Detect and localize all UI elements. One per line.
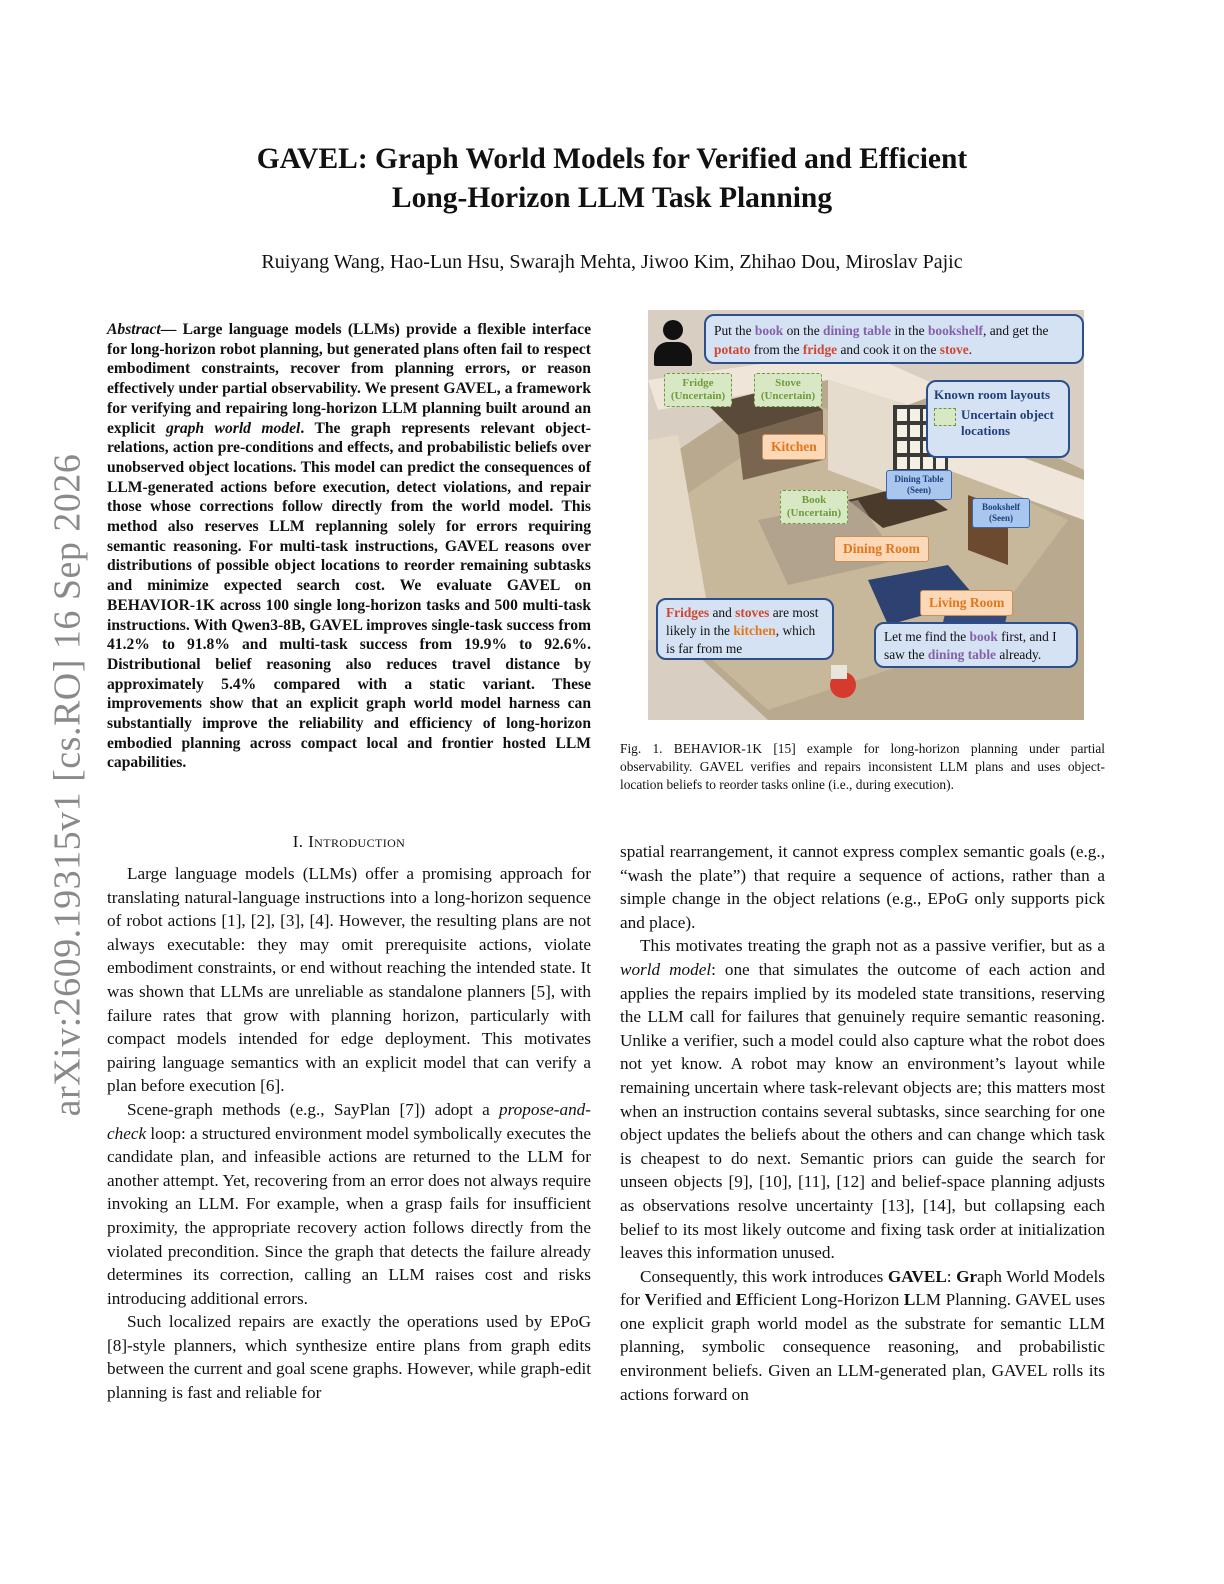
intro-right-p2-text-b: : one that simulates the outcome of each action and applies the repairs implied by its modeled state transitions, reserving the LLM call for failures that genuinely require semantic reasoning. Unlike a verifier, such a model could also capture what the robot does not yet know. A robot may know an environment’s layout while remaining uncertain where task-relevant objects are; this matters most when an instruction contains several subtasks, since searching for one object updates the beliefs about the others and can change which task is cheapest to do next. Semantic priors can guide the search for unseen objects [9], [10], [11], [12] and belief-space planning adjusts as observations resolve uncertainty [13], [14], but collapsing each belief to its most likely outcome and fixing task order at initialization leaves this information unused. <box>620 959 1106 1263</box>
bubble-text: Let me find the <box>884 629 970 644</box>
section-numeral: I. <box>292 832 309 851</box>
intro-p2-emphasis: propose-and-check <box>107 1099 591 1143</box>
abstract-label: Abstract <box>107 321 161 338</box>
intro-paragraph-1: Large language models (LLMs) offer a promising approach for translating natural-language instructions into a long-horizon sequence of robot actions [1], [2], [3], [4]. However, the resulting plans are not always executable: they may omit prerequisite actions, violate embodiment constraints, or end without reaching the intended state. It was shown that LLMs are unreliable as standalone planners [5], with failure rates that grow with planning horizon, particularly with compact models intended for edge deployment. This motivates pairing language semantics with an explicit model that can verify a plan before execution [6]. <box>107 864 591 1096</box>
section-name: Introduction <box>308 832 406 851</box>
instruction-callout <box>704 314 1084 364</box>
belief-bubble <box>656 598 834 660</box>
bubble-stoves: stoves <box>735 605 770 620</box>
arxiv-sidebar <box>42 440 92 1130</box>
bubble-text: are most likely in the <box>666 605 819 638</box>
tag-dining-table: Dining Table (Seen) <box>886 470 952 500</box>
instruction-text: Put the <box>714 323 755 338</box>
p3-text: aph World Models for <box>620 1266 1105 1310</box>
bubble-fridges: Fridges <box>666 605 710 620</box>
p3-text: fficient Long-Horizon <box>747 1290 904 1310</box>
p3-text: erified and <box>656 1290 736 1310</box>
intro-right-paragraph-2 <box>620 934 1105 1264</box>
p3-text: Consequently, this work introduces <box>640 1266 888 1286</box>
tag-bookshelf: Bookshelf (Seen) <box>972 498 1030 528</box>
abstract-emphasis: graph world model <box>165 419 301 437</box>
instruction-dining-table: dining table <box>823 323 892 338</box>
tag-dining-room: Dining Room <box>834 536 929 562</box>
instruction-text: from the <box>750 342 803 357</box>
intro-right-p2-text-a: This motivates treating the graph not as a passive verifier, but as a <box>640 936 1105 956</box>
instruction-potato: potato <box>714 342 751 357</box>
instruction-stove: stove <box>939 342 969 357</box>
instruction-book: book <box>754 323 784 338</box>
p3-acronym-l: L <box>903 1290 916 1310</box>
tag-living-room: Living Room <box>920 590 1013 616</box>
instruction-text: , and get the <box>983 323 1049 338</box>
tag-stove: Stove (Uncertain) <box>754 373 822 407</box>
instruction-text: on the <box>783 323 824 338</box>
tag-kitchen: Kitchen <box>762 434 826 460</box>
intro-paragraph-2 <box>107 1098 591 1310</box>
plan-bubble <box>874 622 1078 668</box>
legend-title: Known room layouts <box>934 387 1051 402</box>
instruction-text: and cook it on the <box>837 342 940 357</box>
left-column-body <box>107 862 591 1405</box>
instruction-text: in the <box>891 323 928 338</box>
abstract-text-a: — Large language models (LLMs) provide a flexible interface for long-horizon robot planning, but generated plans often fail to respect embodiment constraints, recover from planning errors, or reason effectively under partial observability. We present GAVEL, a framework for verifying and repairing long-horizon LLM planning built around an explicit <box>107 321 591 437</box>
legend-callout <box>926 380 1070 458</box>
p3-text: : <box>946 1266 957 1286</box>
abstract <box>107 320 591 773</box>
bubble-dining-table: dining table <box>927 647 996 662</box>
figure-caption: Fig. 1. BEHAVIOR-1K [15] example for long-horizon planning under partial observability. GAVEL verifies and repairs inconsistent LLM plans and uses object-location beliefs to reorder tasks online (i.e., during execution). <box>620 741 1105 792</box>
right-column-body <box>620 840 1105 1406</box>
user-avatar-icon <box>654 320 692 366</box>
paper-title <box>150 140 1074 218</box>
bubble-text: already. <box>995 647 1042 662</box>
p3-acronym-e: E <box>735 1290 748 1310</box>
p3-acronym-v: V <box>644 1290 657 1310</box>
intro-p2-text-b: loop: a structured environment model symbolically executes the candidate plan, and infeasible actions are returned to the LLM for another attempt. Yet, recovering from an error does not always require invoking an LLM. For example, when a grasp fails for insufficient proximity, the appropriate recovery action follows directly from the violated precondition. Since the graph that detects the failure already determines its correction, calling an LLM raises cost and risks introducing additional errors. <box>107 1123 591 1308</box>
p3-gavel: GAVEL <box>887 1266 947 1286</box>
p3-acronym-gr: Gr <box>956 1266 978 1286</box>
legend-item: Uncertain object locations <box>961 407 1054 438</box>
author-list: Ruiyang Wang, Hao-Lun Hsu, Swarajh Mehta, Jiwoo Kim, Zhihao Dou, Miroslav Pajic <box>261 251 963 273</box>
arxiv-identifier: arXiv:2609.19315v1 [cs.RO] 16 Sep 2026 <box>46 453 88 1117</box>
instruction-text: . <box>968 342 973 357</box>
intro-right-paragraph-1: spatial rearrangement, it cannot express complex semantic goals (e.g., “wash the plate”) that require a sequence of actions, rather than a simple change in the object relations (e.g., EPoG only supports pick and place). <box>620 842 1105 932</box>
intro-paragraph-3: Such localized repairs are exactly the operations used by EPoG [8]-style planners, which synthesize entire plans from graph edits between the current and goal scene graphs. However, while graph-edit planning is fast and reliable for <box>107 1312 591 1403</box>
bubble-text: and <box>709 605 736 620</box>
bubble-text: first, and I saw the <box>884 629 1057 662</box>
bubble-book: book <box>969 629 998 644</box>
figure-1 <box>648 310 1084 720</box>
p3-text: LM Planning. GAVEL uses one explicit graph world model as the substrate for semantic LLM planning, symbolic consequence reasoning, and probabilistic environment beliefs. Given an LLM-generated plan, GAVEL rolls its actions forward on <box>620 1290 1106 1404</box>
tag-fridge: Fridge (Uncertain) <box>664 373 732 407</box>
abstract-text-b: . The graph represents relevant object-relations, action pre-conditions and effects, and probabilistic beliefs over unobserved object locations. This model can predict the consequences of LLM-generated actions before execution, detect violations, and repair those whose corrections follow directly from the world model. This method also reserves LLM replanning solely for errors requiring semantic reasoning. For multi-task instructions, GAVEL reasons over distributions of possible object locations to reorder remaining subtasks and minimize expected search cost. We evaluate GAVEL on BEHAVIOR-1K across 100 single long-horizon tasks and 500 multi-task instructions. With Qwen3-8B, GAVEL improves single-task success from 41.2% to 91.8% and multi-task success from 19.9% to 92.6%. Distributional belief reasoning also reduces travel distance by approximately 5.4% compared with a static variant. These improvements show that an explicit graph world model harness can substantially improve the reliability and efficiency of long-horizon embodied planning across compact local and frontier hosted LLM capabilities. <box>107 419 591 772</box>
intro-p2-text-a: Scene-graph methods (e.g., SayPlan [7]) adopt a <box>127 1099 500 1119</box>
instruction-fridge: fridge <box>802 342 838 357</box>
uncertain-swatch-icon <box>934 408 956 426</box>
title-line-2: Long-Horizon LLM Task Planning <box>391 182 833 214</box>
instruction-bookshelf: bookshelf <box>927 323 984 338</box>
tag-book: Book (Uncertain) <box>780 490 848 524</box>
bubble-text: , which is far from me <box>666 623 816 656</box>
intro-right-paragraph-3 <box>620 1265 1105 1407</box>
bubble-kitchen: kitchen <box>733 623 776 638</box>
title-line-1: GAVEL: Graph World Models for Verified and Efficient <box>256 143 968 175</box>
intro-right-p2-emphasis: world model <box>620 959 712 979</box>
section-heading <box>107 832 591 852</box>
